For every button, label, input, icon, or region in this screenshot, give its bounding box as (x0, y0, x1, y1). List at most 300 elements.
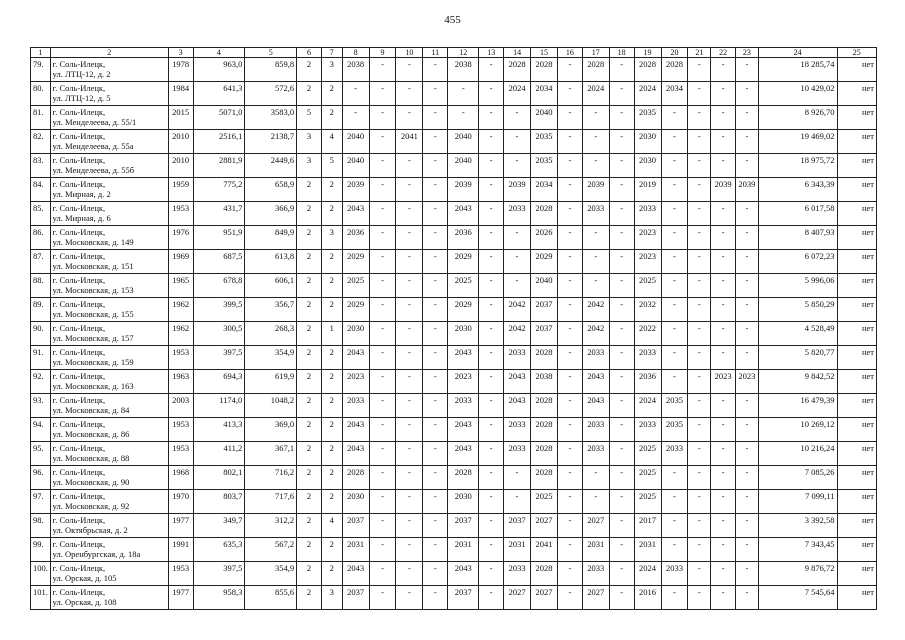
row-number: 86. (31, 226, 51, 250)
cell-col-4: 349,7 (193, 514, 245, 538)
cell-col-11: - (423, 418, 448, 442)
cell-col-18: - (609, 490, 634, 514)
table-row (31, 274, 877, 298)
address-street: ул. Московская, д. 86 (52, 429, 130, 439)
cell-col-7: 3 (321, 226, 342, 250)
cell-col-22: 2039 (711, 178, 736, 202)
cell-col-19: 2025 (634, 442, 661, 466)
cell-col-8: 2025 (342, 274, 369, 298)
cell-col-23: - (736, 466, 759, 490)
cell-col-16: - (557, 202, 582, 226)
column-number-4: 4 (193, 48, 245, 58)
cell-col-20: - (661, 154, 688, 178)
cell-col-3: 1959 (168, 178, 193, 202)
cell-col-7: 3 (321, 586, 342, 610)
cell-col-18: - (609, 514, 634, 538)
column-number-2: 2 (50, 48, 168, 58)
address-city: г. Соль-Илецк, (52, 107, 106, 117)
cell-col-10: - (396, 226, 423, 250)
address-cell (50, 298, 168, 322)
cell-col-11: - (423, 538, 448, 562)
cell-col-16: - (557, 274, 582, 298)
cell-col-20: - (661, 466, 688, 490)
cell-col-3: 1962 (168, 322, 193, 346)
cell-col-14: 2033 (504, 202, 531, 226)
cell-col-7: 2 (321, 538, 342, 562)
address-street: ул. Мирная, д. 2 (52, 189, 111, 199)
address-street: ул. ЛТЦ-12, д. 5 (52, 93, 111, 103)
cell-col-23: - (736, 82, 759, 106)
cell-col-16: - (557, 178, 582, 202)
row-number: 100. (31, 562, 51, 586)
cell-col-9: - (369, 298, 396, 322)
cell-col-20: - (661, 226, 688, 250)
address-street: ул. Оренбургская, д. 18а (52, 549, 141, 559)
cell-col-8: 2029 (342, 250, 369, 274)
cell-col-9: - (369, 370, 396, 394)
address-city: г. Соль-Илецк, (52, 251, 106, 261)
cell-col-5: 1048,2 (245, 394, 297, 418)
cell-col-23: - (736, 58, 759, 82)
address-street: ул. Орская, д. 105 (52, 573, 117, 583)
cell-col-5: 606,1 (245, 274, 297, 298)
cell-col-14: - (504, 466, 531, 490)
cell-col-15: 2038 (531, 370, 558, 394)
cell-col-10: - (396, 394, 423, 418)
address-street: ул. Московская, д. 157 (52, 333, 134, 343)
cell-col-11: - (423, 466, 448, 490)
cell-col-9: - (369, 442, 396, 466)
cell-col-4: 399,5 (193, 298, 245, 322)
cell-col-6: 2 (297, 322, 322, 346)
cell-col-5: 354,9 (245, 562, 297, 586)
cell-col-20: - (661, 250, 688, 274)
cell-col-9: - (369, 346, 396, 370)
cell-col-15: 2040 (531, 274, 558, 298)
cell-col-13: - (479, 346, 504, 370)
address-cell (50, 202, 168, 226)
cell-col-7: 2 (321, 418, 342, 442)
cell-col-24: 8 926,70 (758, 106, 837, 130)
cell-col-12: 2043 (448, 562, 479, 586)
table-row (31, 82, 877, 106)
cell-col-18: - (609, 418, 634, 442)
cell-col-25: нет (837, 490, 877, 514)
row-number: 83. (31, 154, 51, 178)
address-cell (50, 490, 168, 514)
cell-col-16: - (557, 130, 582, 154)
cell-col-23: 2039 (736, 178, 759, 202)
cell-col-5: 367,1 (245, 442, 297, 466)
cell-col-18: - (609, 274, 634, 298)
cell-col-12: 2037 (448, 586, 479, 610)
cell-col-19: 2016 (634, 586, 661, 610)
cell-col-9: - (369, 82, 396, 106)
cell-col-22: 2023 (711, 370, 736, 394)
cell-col-14: - (504, 490, 531, 514)
cell-col-14: 2033 (504, 562, 531, 586)
table-row (31, 418, 877, 442)
cell-col-20: - (661, 538, 688, 562)
cell-col-6: 2 (297, 226, 322, 250)
address-street: ул. Менделеева, д. 55а (52, 141, 134, 151)
cell-col-5: 369,0 (245, 418, 297, 442)
cell-col-12: - (448, 82, 479, 106)
cell-col-5: 356,7 (245, 298, 297, 322)
address-city: г. Соль-Илецк, (52, 203, 106, 213)
row-number: 97. (31, 490, 51, 514)
cell-col-25: нет (837, 58, 877, 82)
cell-col-21: - (688, 202, 711, 226)
cell-col-9: - (369, 322, 396, 346)
cell-col-25: нет (837, 178, 877, 202)
cell-col-7: 2 (321, 442, 342, 466)
column-number-17: 17 (582, 48, 609, 58)
cell-col-13: - (479, 490, 504, 514)
cell-col-25: нет (837, 106, 877, 130)
column-number-19: 19 (634, 48, 661, 58)
cell-col-8: 2043 (342, 202, 369, 226)
cell-col-21: - (688, 130, 711, 154)
cell-col-18: - (609, 442, 634, 466)
cell-col-14: 2042 (504, 322, 531, 346)
cell-col-13: - (479, 178, 504, 202)
cell-col-11: - (423, 298, 448, 322)
cell-col-19: 2032 (634, 298, 661, 322)
cell-col-4: 397,5 (193, 346, 245, 370)
cell-col-20: - (661, 586, 688, 610)
table-row (31, 250, 877, 274)
cell-col-22: - (711, 466, 736, 490)
cell-col-8: 2039 (342, 178, 369, 202)
cell-col-18: - (609, 562, 634, 586)
cell-col-10: - (396, 514, 423, 538)
cell-col-22: - (711, 154, 736, 178)
cell-col-14: 2043 (504, 394, 531, 418)
cell-col-21: - (688, 370, 711, 394)
cell-col-25: нет (837, 250, 877, 274)
cell-col-12: 2029 (448, 298, 479, 322)
cell-col-18: - (609, 58, 634, 82)
cell-col-5: 567,2 (245, 538, 297, 562)
cell-col-25: нет (837, 298, 877, 322)
cell-col-23: - (736, 538, 759, 562)
column-number-23: 23 (736, 48, 759, 58)
cell-col-4: 775,2 (193, 178, 245, 202)
cell-col-18: - (609, 466, 634, 490)
cell-col-20: - (661, 274, 688, 298)
cell-col-12: 2040 (448, 154, 479, 178)
cell-col-19: 2017 (634, 514, 661, 538)
address-cell (50, 562, 168, 586)
cell-col-10: - (396, 586, 423, 610)
cell-col-9: - (369, 130, 396, 154)
cell-col-11: - (423, 514, 448, 538)
column-number-25: 25 (837, 48, 877, 58)
cell-col-15: 2028 (531, 394, 558, 418)
address-cell (50, 514, 168, 538)
cell-col-17: 2027 (582, 586, 609, 610)
row-number: 95. (31, 442, 51, 466)
cell-col-19: 2033 (634, 346, 661, 370)
cell-col-15: 2034 (531, 82, 558, 106)
cell-col-3: 1969 (168, 250, 193, 274)
cell-col-24: 10 269,12 (758, 418, 837, 442)
cell-col-22: - (711, 58, 736, 82)
cell-col-8: 2040 (342, 154, 369, 178)
cell-col-9: - (369, 418, 396, 442)
cell-col-9: - (369, 154, 396, 178)
column-number-15: 15 (531, 48, 558, 58)
cell-col-10: 2041 (396, 130, 423, 154)
address-city: г. Соль-Илецк, (52, 443, 106, 453)
cell-col-20: - (661, 370, 688, 394)
address-cell (50, 418, 168, 442)
cell-col-20: 2033 (661, 562, 688, 586)
row-number: 89. (31, 298, 51, 322)
cell-col-24: 4 528,49 (758, 322, 837, 346)
cell-col-18: - (609, 322, 634, 346)
cell-col-10: - (396, 346, 423, 370)
cell-col-14: 2037 (504, 514, 531, 538)
cell-col-25: нет (837, 322, 877, 346)
table-row (31, 394, 877, 418)
cell-col-7: 2 (321, 106, 342, 130)
cell-col-19: 2035 (634, 106, 661, 130)
cell-col-13: - (479, 274, 504, 298)
cell-col-10: - (396, 274, 423, 298)
cell-col-8: 2040 (342, 130, 369, 154)
address-street: ул. Мирная, д. 6 (52, 213, 111, 223)
row-number: 99. (31, 538, 51, 562)
cell-col-13: - (479, 322, 504, 346)
cell-col-14: - (504, 106, 531, 130)
row-number: 87. (31, 250, 51, 274)
cell-col-7: 2 (321, 394, 342, 418)
cell-col-25: нет (837, 562, 877, 586)
cell-col-8: 2043 (342, 442, 369, 466)
cell-col-4: 300,5 (193, 322, 245, 346)
cell-col-4: 694,3 (193, 370, 245, 394)
cell-col-21: - (688, 466, 711, 490)
cell-col-7: 2 (321, 178, 342, 202)
cell-col-12: 2030 (448, 322, 479, 346)
cell-col-16: - (557, 322, 582, 346)
row-number: 90. (31, 322, 51, 346)
cell-col-4: 635,3 (193, 538, 245, 562)
cell-col-14: 2024 (504, 82, 531, 106)
cell-col-10: - (396, 178, 423, 202)
row-number: 94. (31, 418, 51, 442)
cell-col-12: 2023 (448, 370, 479, 394)
cell-col-8: 2043 (342, 562, 369, 586)
column-number-11: 11 (423, 48, 448, 58)
cell-col-19: 2033 (634, 418, 661, 442)
cell-col-17: - (582, 250, 609, 274)
cell-col-5: 354,9 (245, 346, 297, 370)
cell-col-5: 268,3 (245, 322, 297, 346)
row-number: 101. (31, 586, 51, 610)
cell-col-11: - (423, 346, 448, 370)
cell-col-20: - (661, 490, 688, 514)
address-street: ул. Московская, д. 153 (52, 285, 134, 295)
cell-col-23: - (736, 298, 759, 322)
cell-col-15: 2041 (531, 538, 558, 562)
cell-col-19: 2028 (634, 58, 661, 82)
address-city: г. Соль-Илецк, (52, 539, 106, 549)
cell-col-19: 2033 (634, 202, 661, 226)
cell-col-6: 2 (297, 370, 322, 394)
cell-col-5: 716,2 (245, 466, 297, 490)
address-city: г. Соль-Илецк, (52, 155, 106, 165)
cell-col-8: 2036 (342, 226, 369, 250)
cell-col-21: - (688, 586, 711, 610)
cell-col-3: 1965 (168, 274, 193, 298)
cell-col-14: 2043 (504, 370, 531, 394)
column-number-16: 16 (557, 48, 582, 58)
column-number-7: 7 (321, 48, 342, 58)
cell-col-8: 2037 (342, 586, 369, 610)
cell-col-22: - (711, 514, 736, 538)
table-row (31, 322, 877, 346)
cell-col-15: 2027 (531, 586, 558, 610)
cell-col-7: 3 (321, 58, 342, 82)
cell-col-20: - (661, 106, 688, 130)
address-cell (50, 538, 168, 562)
cell-col-8: 2030 (342, 490, 369, 514)
table-row (31, 442, 877, 466)
cell-col-4: 411,2 (193, 442, 245, 466)
cell-col-25: нет (837, 514, 877, 538)
cell-col-14: 2027 (504, 586, 531, 610)
cell-col-24: 6 343,39 (758, 178, 837, 202)
cell-col-11: - (423, 130, 448, 154)
cell-col-16: - (557, 106, 582, 130)
cell-col-7: 2 (321, 298, 342, 322)
cell-col-9: - (369, 178, 396, 202)
table-row (31, 154, 877, 178)
cell-col-12: 2029 (448, 250, 479, 274)
cell-col-21: - (688, 562, 711, 586)
cell-col-6: 2 (297, 250, 322, 274)
cell-col-21: - (688, 106, 711, 130)
cell-col-11: - (423, 442, 448, 466)
cell-col-23: - (736, 586, 759, 610)
table-row (31, 58, 877, 82)
cell-col-16: - (557, 370, 582, 394)
cell-col-21: - (688, 346, 711, 370)
cell-col-7: 2 (321, 202, 342, 226)
cell-col-12: 2030 (448, 490, 479, 514)
cell-col-23: - (736, 226, 759, 250)
cell-col-24: 7 099,11 (758, 490, 837, 514)
cell-col-15: 2026 (531, 226, 558, 250)
cell-col-9: - (369, 274, 396, 298)
cell-col-17: 2027 (582, 514, 609, 538)
cell-col-13: - (479, 154, 504, 178)
cell-col-23: - (736, 322, 759, 346)
cell-col-11: - (423, 226, 448, 250)
cell-col-17: 2043 (582, 394, 609, 418)
cell-col-18: - (609, 298, 634, 322)
cell-col-23: - (736, 154, 759, 178)
cell-col-4: 803,7 (193, 490, 245, 514)
cell-col-13: - (479, 202, 504, 226)
cell-col-6: 2 (297, 274, 322, 298)
cell-col-23: - (736, 394, 759, 418)
cell-col-21: - (688, 394, 711, 418)
cell-col-5: 717,6 (245, 490, 297, 514)
cell-col-17: 2033 (582, 418, 609, 442)
cell-col-4: 431,7 (193, 202, 245, 226)
cell-col-7: 2 (321, 562, 342, 586)
cell-col-9: - (369, 106, 396, 130)
cell-col-6: 2 (297, 82, 322, 106)
table-row (31, 538, 877, 562)
cell-col-6: 2 (297, 514, 322, 538)
cell-col-17: 2033 (582, 346, 609, 370)
cell-col-4: 802,1 (193, 466, 245, 490)
cell-col-18: - (609, 202, 634, 226)
cell-col-9: - (369, 538, 396, 562)
cell-col-17: 2024 (582, 82, 609, 106)
cell-col-19: 2025 (634, 466, 661, 490)
cell-col-15: 2025 (531, 490, 558, 514)
cell-col-9: - (369, 514, 396, 538)
cell-col-10: - (396, 490, 423, 514)
cell-col-9: - (369, 490, 396, 514)
address-cell (50, 586, 168, 610)
cell-col-9: - (369, 58, 396, 82)
cell-col-3: 2010 (168, 154, 193, 178)
cell-col-20: - (661, 202, 688, 226)
cell-col-9: - (369, 226, 396, 250)
cell-col-6: 3 (297, 130, 322, 154)
cell-col-6: 2 (297, 586, 322, 610)
cell-col-15: 2035 (531, 130, 558, 154)
cell-col-21: - (688, 274, 711, 298)
cell-col-17: 2033 (582, 202, 609, 226)
address-city: г. Соль-Илецк, (52, 179, 106, 189)
address-cell (50, 82, 168, 106)
cell-col-6: 2 (297, 562, 322, 586)
cell-col-16: - (557, 418, 582, 442)
row-number: 91. (31, 346, 51, 370)
cell-col-18: - (609, 130, 634, 154)
cell-col-7: 2 (321, 346, 342, 370)
column-number-20: 20 (661, 48, 688, 58)
cell-col-21: - (688, 418, 711, 442)
cell-col-19: 2023 (634, 226, 661, 250)
cell-col-23: - (736, 346, 759, 370)
cell-col-3: 2015 (168, 106, 193, 130)
cell-col-7: 5 (321, 154, 342, 178)
address-street: ул. Московская, д. 163 (52, 381, 134, 391)
address-street: ул. Московская, д. 90 (52, 477, 130, 487)
cell-col-23: 2023 (736, 370, 759, 394)
cell-col-24: 7 545,64 (758, 586, 837, 610)
cell-col-6: 3 (297, 154, 322, 178)
table-row (31, 346, 877, 370)
cell-col-17: 2043 (582, 370, 609, 394)
cell-col-24: 3 392,58 (758, 514, 837, 538)
cell-col-3: 1977 (168, 514, 193, 538)
cell-col-22: - (711, 250, 736, 274)
address-cell (50, 154, 168, 178)
cell-col-22: - (711, 418, 736, 442)
cell-col-17: 2033 (582, 442, 609, 466)
address-city: г. Соль-Илецк, (52, 515, 106, 525)
